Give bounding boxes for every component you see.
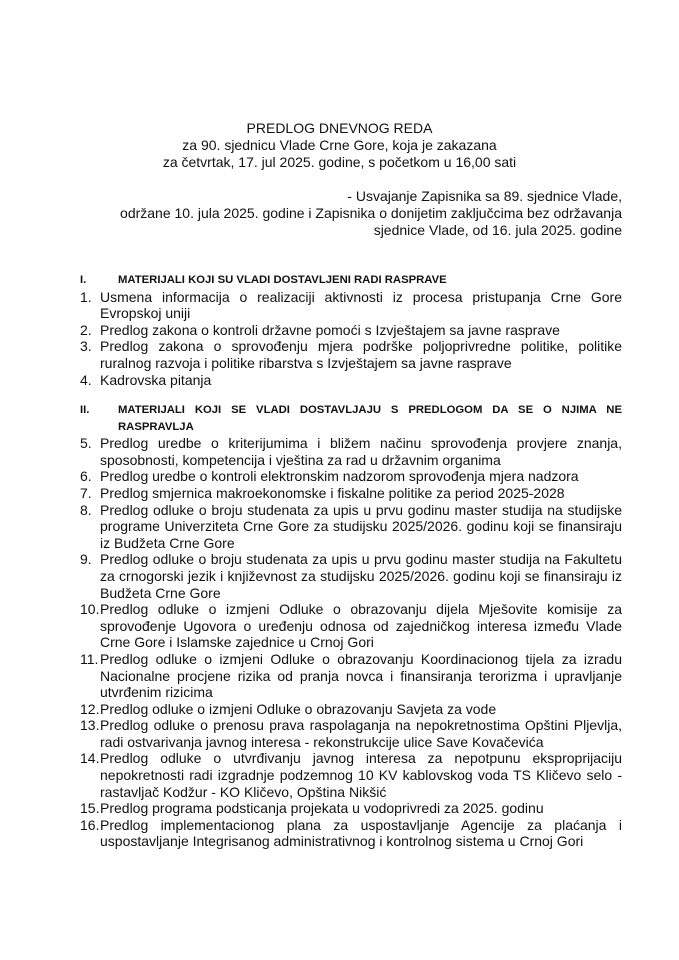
section-heading	[80, 272, 622, 289]
section-title: MATERIJALI KOJI SE VLADI DOSTAVLJAJU S PREDLOGOM DA SE O NJIMA NE RASPRAVLJA	[118, 404, 622, 433]
agenda-item-text: Predlog odluke o broju studenata za upis u prvu godinu master studija na Fakultetu za crnogorski jezik i književnost za studijsku 2025/2026. godinu koji se finansiraju iz Budžeta Crne Gore	[100, 551, 622, 601]
agenda-item-text: Predlog odluke o broju studenata za upis u prvu godinu master studija na studijske programe Univerziteta Crne Gore za studijsku 2025/2026. godinu koji se finansiraju iz Budžeta Crne Gore	[100, 501, 622, 551]
agenda-item-number: 1.	[80, 288, 92, 305]
agenda-item-number: 12.	[80, 700, 100, 717]
agenda-item-text: Predlog odluke o utvrđivanju javnog interesa za nepotpunu eksproprijaciju nepokretnosti radi izgradnje podzemnog 10 KV kablovskog voda TS Kličevo selo - rastavljač Kodžur - KO Kličevo, Opština Nikšić	[100, 750, 622, 800]
agenda-item-text: Predlog zakona o kontroli državne pomoći s Izvještajem sa javne rasprave	[100, 321, 560, 338]
agenda-item-number: 13.	[80, 717, 100, 734]
agenda-item-number: 4.	[80, 371, 92, 388]
agenda-item	[80, 435, 622, 468]
agenda-item	[80, 468, 622, 485]
agenda-item-text: Predlog odluke o prenosu prava raspolaganja na nepokretnostima Opštini Pljevlja, radi ostvarivanja javnog interesa - rekonstrukcije ulice Save Kovačevića	[100, 717, 622, 750]
document-title: PREDLOG DNEVNOG REDA	[246, 120, 433, 136]
section-number: I.	[80, 274, 87, 286]
section-1	[80, 272, 622, 388]
section-number: II.	[80, 404, 90, 416]
agenda-item-text: Predlog odluke o izmjeni Odluke o obrazovanju Savjeta za vode	[100, 700, 497, 717]
section-2	[80, 402, 622, 850]
agenda-item-number: 15.	[80, 800, 100, 817]
agenda-item-number: 2.	[80, 321, 92, 338]
agenda-item-text: Predlog implementacionog plana za uspostavljanje Agencije za plaćanja i uspostavljanje Integrisanog administrativnog i kontrolnog sistema u Crnoj Gori	[100, 816, 622, 850]
preamble-line-3: sjednice Vlade, od 16. jula 2025. godine	[373, 222, 622, 238]
section-heading	[80, 402, 622, 435]
agenda-item	[80, 750, 622, 800]
agenda-item	[80, 322, 622, 339]
agenda-item-number: 10.	[80, 601, 100, 618]
agenda-item-number: 5.	[80, 435, 92, 452]
agenda-item-number: 16.	[80, 816, 100, 833]
agenda-item-text: Predlog programa podsticanja projekata u vodoprivredi za 2025. godinu	[100, 800, 544, 817]
agenda-item-number: 11.	[80, 650, 99, 667]
agenda-item	[80, 601, 622, 651]
date-line: za četvrtak, 17. jul 2025. godine, s početkom u 16,00 sati	[162, 154, 517, 170]
agenda-item	[80, 717, 622, 750]
agenda-item-text: Predlog uredbe o kontroli elektronskim nadzorom sprovođenja mjera nadzora	[100, 468, 579, 485]
agenda-item	[80, 485, 622, 502]
agenda-item-number: 6.	[80, 468, 92, 485]
agenda-item-text: Predlog odluke o izmjeni Odluke o obrazovanju Koordinacionog tijela za izradu Nacionalne procjene rizika od pranja novca i finansiranja terorizma i upravljanje utvrđenim rizicima	[100, 650, 622, 701]
preamble-line-1: - Usvajanje Zapisnika sa 89. sjednice Vlade,	[347, 188, 622, 204]
agenda-item	[80, 372, 622, 389]
agenda-item-text: Predlog odluke o izmjeni Odluke o obrazovanju dijela Mješovite komisije za sprovođenje Ugovora o uređenju odnosa od zajedničkog interesa između Vlade Crne Gore i Islamske zajednice u Crnoj Gori	[100, 601, 622, 651]
preamble	[80, 188, 622, 239]
agenda-item-text: Predlog zakona o sprovođenju mjera podrške poljoprivredne politike, politike ruralnog razvoja i politike ribarstva s Izvještajem sa javne rasprave	[100, 338, 622, 371]
agenda-item-number: 8.	[80, 501, 92, 518]
agenda-item-text: Usmena informacija o realizaciji aktivnosti iz procesa pristupanja Crne Gore Evropskoj uniji	[100, 288, 622, 322]
agenda-item	[80, 338, 622, 371]
agenda-item-text: Kadrovska pitanja	[100, 371, 212, 388]
document-header	[0, 120, 679, 171]
agenda-item	[80, 289, 622, 322]
agenda-item	[80, 651, 622, 701]
section-title: MATERIJALI KOJI SU VLADI DOSTAVLJENI RADI RASPRAVE	[118, 274, 447, 286]
agenda-item-text: Predlog smjernica makroekonomske i fiskalne politike za period 2025-2028	[100, 484, 565, 501]
agenda-item-number: 14.	[80, 750, 100, 767]
session-line: za 90. sjednicu Vlade Crne Gore, koja je zakazana	[182, 137, 497, 153]
agenda-item	[80, 701, 622, 718]
agenda-item	[80, 502, 622, 552]
agenda-item-number: 9.	[80, 551, 92, 568]
agenda-item	[80, 800, 622, 817]
agenda-item-number: 7.	[80, 484, 92, 501]
agenda-item	[80, 817, 622, 850]
agenda-item-text: Predlog uredbe o kriterijumima i bližem načinu sprovođenja provjere znanja, sposobnosti, kompetencija i vještina za rad u državnim organima	[100, 435, 622, 468]
agenda-item-number: 3.	[80, 338, 92, 355]
agenda-item	[80, 551, 622, 601]
preamble-line-2: održane 10. jula 2025. godine i Zapisnika o donijetim zaključcima bez održavanja	[120, 205, 622, 221]
